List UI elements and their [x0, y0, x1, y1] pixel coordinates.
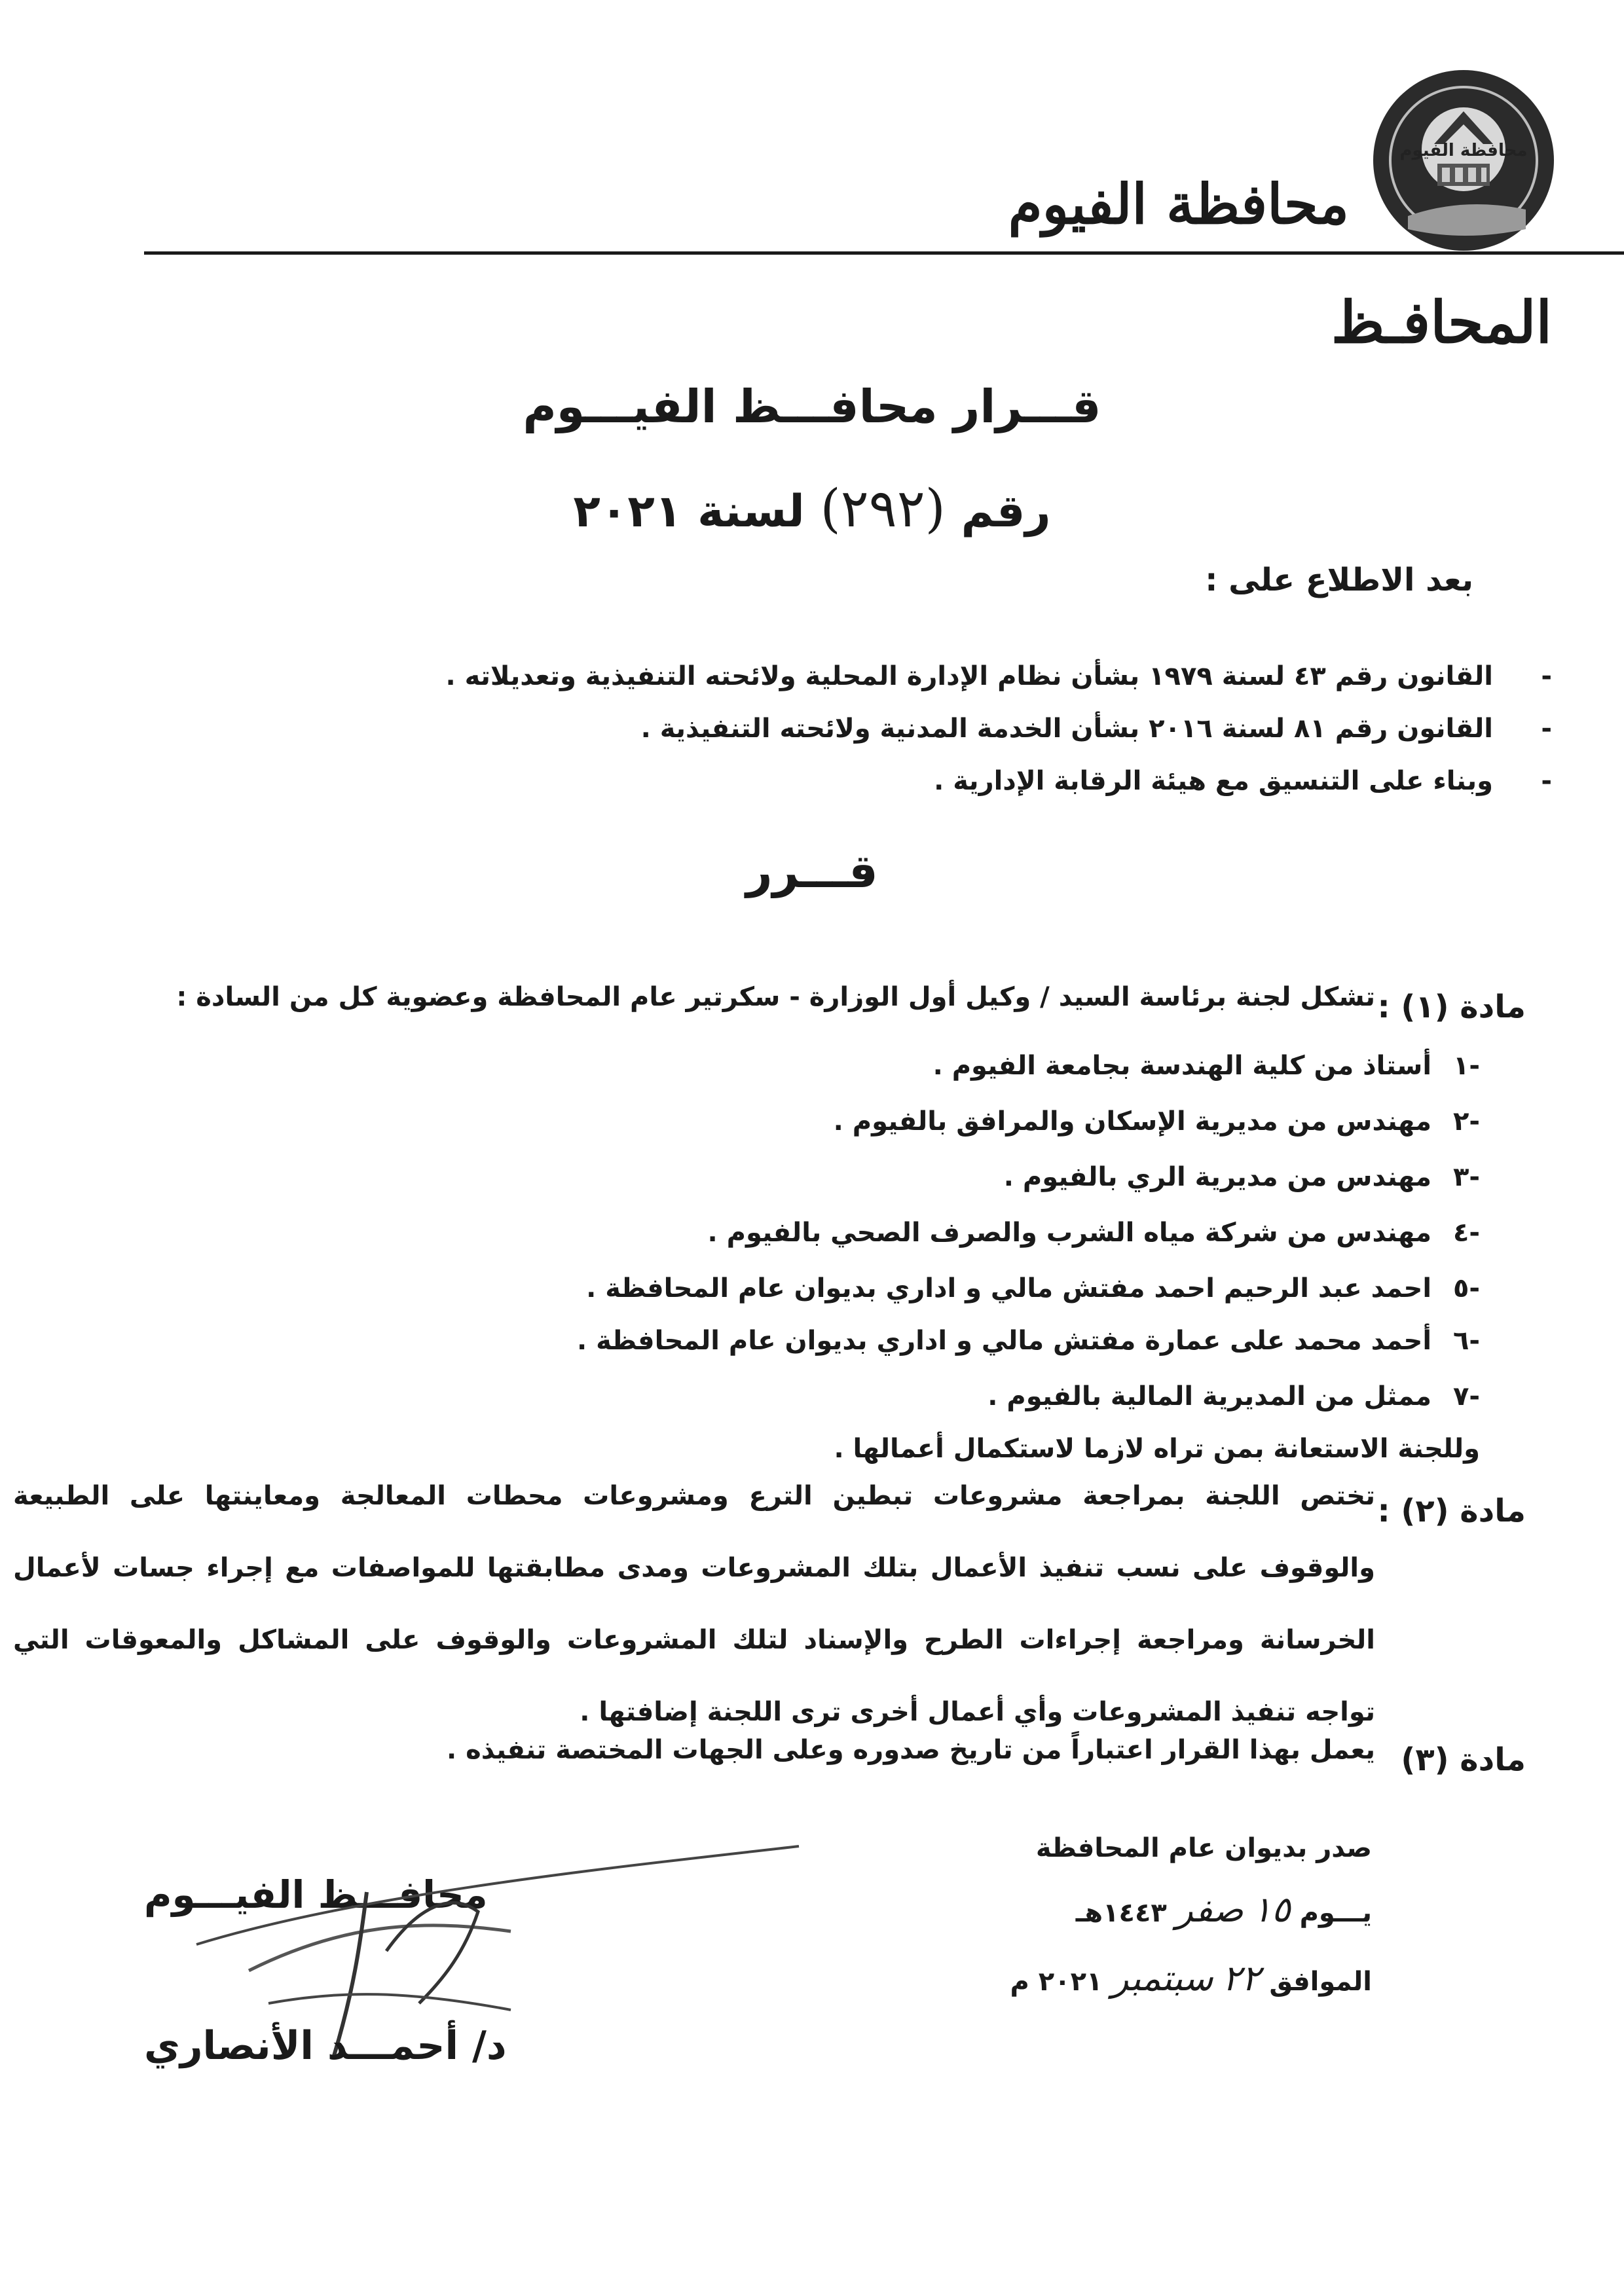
hijri-month: صفر	[1175, 1889, 1244, 1930]
member-text: أستاذ من كلية الهندسة بجامعة الفيوم .	[932, 1051, 1432, 1081]
recital-law-81: القانون رقم ٨١ لسنة ٢٠١٦ بشأن الخدمة المدنية ولائحته التنفيذية .	[640, 714, 1493, 744]
recital-dash: -	[1541, 661, 1552, 691]
decree-year: لسنة ٢٠٢١	[573, 486, 805, 538]
signatory-title: محافـــظ الفيـــوم	[144, 1872, 488, 1917]
article-2-text: تختص اللجنة بمراجعة مشروعات تبطين الترع ومشروعات محطات المعالجة ومعاينتها على الطبيعة والوقوف على نسب تنفيذ الأعمال بتلك المشروعات ومدى مطابقتها للمواصفات مع إجراء جسات لأعمال الخرسانة ومراجعة إجراءات الطرح والإسناد لتلك المشروعات والوقوف على المشاكل والمعوقات التي تواجه تنفيذ المشروعات وأي أعمال أخرى ترى اللجنة إضافتها .	[13, 1481, 1375, 1727]
article-3-text: يعمل بهذا القرار اعتباراً من تاريخ صدوره وعلى الجهات المختصة تنفيذه .	[447, 1735, 1375, 1765]
hijri-year: ١٤٤٣هـ	[1075, 1898, 1167, 1928]
recital-dash: -	[1541, 766, 1552, 796]
member-number: -٣	[1452, 1162, 1480, 1192]
article-1-label: مادة (١) :	[1377, 989, 1526, 1025]
article-3-label: مادة (٣)	[1401, 1741, 1526, 1778]
member-number: -٢	[1452, 1106, 1480, 1137]
decree-number: (٢٩٢)	[820, 478, 946, 539]
office-title: المحافـظ	[1331, 288, 1552, 356]
decision-heading: قـــرر	[746, 845, 878, 898]
member-number: -٧	[1452, 1381, 1480, 1412]
gregorian-day: ٢٢	[1222, 1958, 1261, 1999]
governorate-seal	[1369, 65, 1559, 255]
member-text: احمد عبد الرحيم احمد مفتش مالي و اداري بديوان عام المحافظة .	[586, 1273, 1432, 1303]
member-number: -٤	[1452, 1218, 1480, 1248]
member-text: ممثل من المديرية المالية بالفيوم .	[987, 1381, 1432, 1412]
gregorian-date	[1010, 1958, 1372, 1999]
member-number: -٦	[1452, 1326, 1480, 1356]
article-2-label: مادة (٢) :	[1377, 1493, 1526, 1529]
hijri-day: ١٥	[1252, 1889, 1291, 1930]
issued-at: صدر بديوان عام المحافظة	[1035, 1833, 1372, 1863]
governorate-name: محافظة الفيوم	[1008, 172, 1349, 236]
member-item	[577, 1326, 1480, 1356]
member-item	[933, 1051, 1480, 1081]
member-text: مهندس من شركة مياه الشرب والصرف الصحي بالفيوم .	[707, 1218, 1432, 1248]
member-text: أحمد محمد على عمارة مفتش مالي و اداري بديوان عام المحافظة .	[577, 1326, 1432, 1356]
member-item	[987, 1381, 1480, 1412]
gregorian-prefix: الموافق	[1269, 1967, 1372, 1997]
svg-text:محافظة الفيوم: محافظة الفيوم	[1399, 141, 1528, 160]
member-text: مهندس من مديرية الري بالفيوم .	[1003, 1162, 1432, 1192]
hijri-day-prefix: يـــوم	[1299, 1898, 1372, 1928]
decree-number-prefix: رقم	[961, 486, 1051, 538]
gregorian-year: ٢٠٢١ م	[1010, 1967, 1103, 1997]
member-number: -١	[1452, 1051, 1480, 1081]
member-item	[1004, 1162, 1480, 1192]
decree-title: قـــرار محافـــظ الفيـــوم	[523, 380, 1101, 433]
header-divider	[144, 251, 1624, 255]
recital-coordination: وبناء على التنسيق مع هيئة الرقابة الإدارية .	[934, 766, 1493, 796]
article-1-text: تشكل لجنة برئاسة السيد / وكيل أول الوزارة - سكرتير عام المحافظة وعضوية كل من السادة :	[176, 982, 1375, 1012]
preamble-intro: بعد الاطلاع على :	[1205, 562, 1473, 598]
member-item	[708, 1218, 1480, 1248]
member-item	[834, 1106, 1480, 1137]
recital-dash: -	[1541, 714, 1552, 744]
decree-number-line	[0, 478, 1624, 539]
member-item	[586, 1273, 1480, 1303]
signatory-name: د/ أحمـــد الأنصاري	[144, 2023, 507, 2069]
recital-law-43: القانون رقم ٤٣ لسنة ١٩٧٩ بشأن نظام الإدارة المحلية ولائحته التنفيذية وتعديلاته .	[445, 661, 1493, 691]
hijri-date	[1076, 1889, 1372, 1930]
member-number: -٥	[1452, 1273, 1480, 1303]
article-1-closing: وللجنة الاستعانة بمن تراه لازما لاستكمال أعمالها .	[834, 1434, 1480, 1464]
member-text: مهندس من مديرية الإسكان والمرافق بالفيوم .	[833, 1106, 1432, 1137]
gregorian-month: سبتمبر	[1111, 1958, 1213, 1999]
